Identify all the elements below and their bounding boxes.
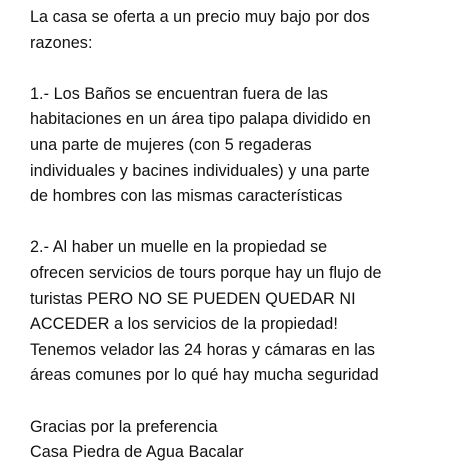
text-line: de hombres con las mismas características xyxy=(30,187,343,206)
text-line: razones: xyxy=(30,33,93,52)
paragraph-reason-2 xyxy=(30,235,446,389)
text-line: turistas PERO NO SE PUEDEN QUEDAR NI xyxy=(30,289,356,308)
text-line: Tenemos velador las 24 horas y cámaras en las xyxy=(30,340,376,359)
text-line: Gracias por la preferencia xyxy=(30,417,218,436)
text-line: áreas comunes por lo qué hay mucha seguridad xyxy=(30,366,379,385)
text-line: 2.- Al haber un muelle en la propiedad se xyxy=(30,238,328,257)
text-line: una parte de mujeres (con 5 regaderas xyxy=(30,135,312,154)
paragraph-signoff xyxy=(30,415,446,466)
paragraph-intro xyxy=(30,5,446,56)
blank-line xyxy=(30,389,446,415)
text-line: ofrecen servicios de tours porque hay un flujo de xyxy=(30,263,382,282)
note-text-body xyxy=(30,5,446,466)
paragraph-reason-1 xyxy=(30,82,446,210)
text-line: 1.- Los Baños se encuentran fuera de las xyxy=(30,84,329,103)
text-line: La casa se oferta a un precio muy bajo por dos xyxy=(30,8,370,26)
blank-line xyxy=(30,56,446,82)
text-line: Casa Piedra de Agua Bacalar xyxy=(30,443,244,462)
blank-line xyxy=(30,210,446,236)
text-line: habitaciones en un área tipo palapa dividido en xyxy=(30,110,371,129)
text-line: ACCEDER a los servicios de la propiedad! xyxy=(30,315,338,334)
text-line: individuales y bacines individuales) y una parte xyxy=(30,161,370,180)
